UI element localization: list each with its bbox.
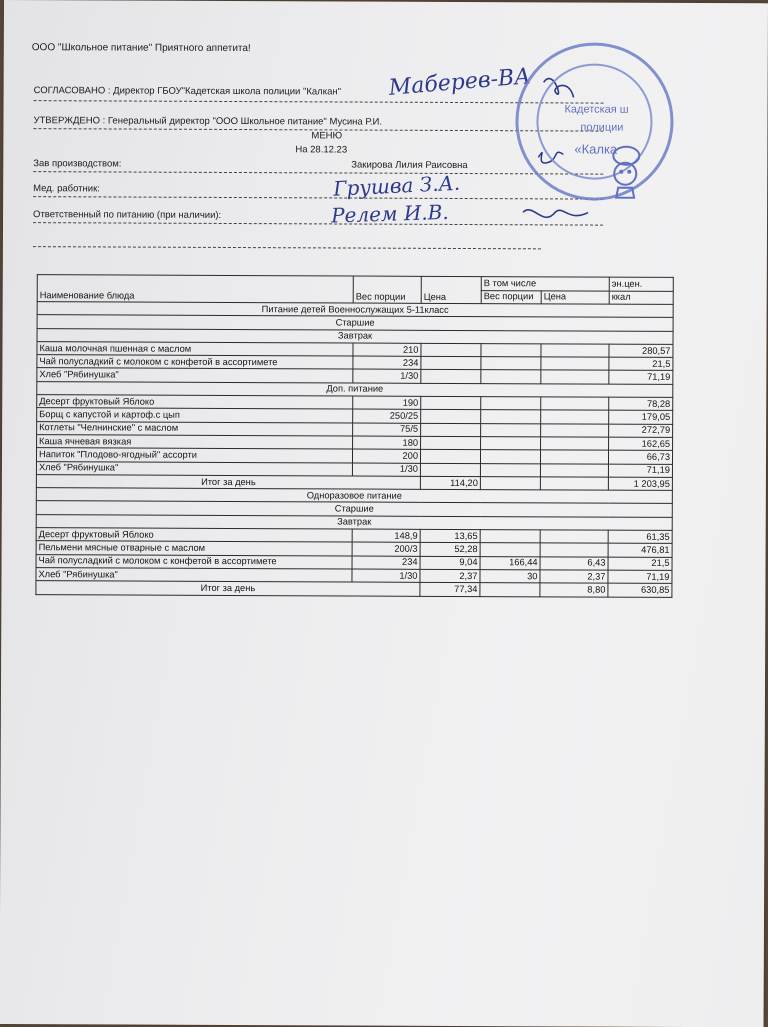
dish-weight: 210 (353, 343, 421, 357)
section2-group: Старшие (36, 501, 672, 517)
production-name: Закирова Лилия Раисовна (351, 159, 468, 172)
dish-name: Напиток "Плодово-ягодный" ассорти (36, 448, 352, 463)
dish-price (421, 343, 481, 357)
director-signature: Маберев-ВА (387, 64, 532, 101)
total-label: Итог за день (36, 475, 420, 490)
dish-incl-weight (481, 370, 541, 384)
total-empty (480, 476, 540, 490)
dish-name: Котлеты "Челнинские" с маслом (37, 421, 353, 436)
dish-name: Каша ячневая вязкая (37, 435, 353, 450)
dish-weight: 1/30 (353, 370, 421, 384)
dish-incl-price (540, 450, 608, 464)
dish-incl-price (540, 543, 608, 557)
dish-incl-weight: 166,44 (480, 556, 540, 570)
dish-name: Чай полусладкий с молоком с конфетой в ассортимете (36, 554, 352, 569)
dish-name: Хлеб "Рябинушка" (37, 368, 353, 383)
dish-incl-price (541, 437, 609, 451)
stamp-line1: Кадетская ш (564, 103, 629, 116)
total-price: 114,20 (420, 476, 480, 490)
responsible-signature: Релем И.В. (330, 199, 450, 228)
col-price-header: Цена (421, 276, 481, 303)
dish-weight: 1/30 (352, 569, 420, 583)
dish-weight: 190 (353, 396, 421, 410)
col-name-header: Наименование блюда (37, 275, 353, 303)
col-energy-header-2: ккал (609, 291, 673, 305)
total-kcal: 1 203,95 (608, 477, 672, 491)
dish-price: 9,04 (420, 556, 480, 570)
dish-kcal: 21,5 (609, 357, 673, 371)
total-label: Итог за день (36, 581, 420, 596)
dish-name: Хлеб "Рябинушка" (36, 568, 352, 583)
dish-price (421, 436, 481, 450)
dish-kcal: 71,19 (609, 371, 673, 385)
dish-incl-weight (480, 450, 540, 464)
dish-name: Десерт фруктовый Яблоко (36, 528, 352, 543)
dish-price: 2,37 (420, 569, 480, 583)
responsible-label: Ответственный по питанию (при наличии): (33, 209, 222, 221)
dish-weight: 200 (352, 449, 420, 463)
dish-incl-weight (480, 463, 540, 477)
dish-name: Хлеб "Рябинушка" (36, 461, 352, 476)
dish-price (421, 370, 481, 384)
dish-incl-weight (481, 410, 541, 424)
dish-name: Каша молочная пшенная с маслом (37, 342, 353, 357)
dish-incl-weight (481, 357, 541, 371)
dish-weight: 148,9 (352, 529, 420, 543)
dish-price (421, 423, 481, 437)
production-label: Зав производством: (33, 158, 122, 170)
dish-price: 52,28 (420, 543, 480, 557)
col-weight-header: Вес порции (353, 276, 421, 303)
dish-incl-weight: 30 (480, 570, 540, 584)
dish-price: 13,65 (420, 529, 480, 543)
dish-price (420, 463, 480, 477)
menu-title: МЕНЮ (311, 130, 343, 142)
dish-price (420, 450, 480, 464)
dish-weight: 180 (353, 436, 421, 450)
dish-weight: 234 (353, 356, 421, 370)
dish-incl-weight (480, 543, 540, 557)
total-kcal: 630,85 (608, 583, 672, 597)
col-incl-header: В том числе (481, 277, 609, 291)
section1-meal: Завтрак (37, 328, 673, 344)
dish-kcal: 61,35 (608, 530, 672, 544)
dish-incl-price (541, 424, 609, 438)
dish-name: Пельмени мясные отварные с маслом (36, 541, 352, 556)
col-incl-price-header: Цена (541, 290, 609, 304)
dish-weight: 200/3 (352, 542, 420, 556)
dish-kcal: 280,57 (609, 344, 673, 358)
section2-meal: Завтрак (36, 514, 672, 530)
dish-weight: 1/30 (352, 463, 420, 477)
official-stamp (515, 42, 674, 201)
dish-incl-price (541, 410, 609, 424)
dish-incl-price (541, 357, 609, 371)
dish-incl-weight (481, 437, 541, 451)
section1-group: Старшие (37, 315, 673, 331)
dish-weight: 234 (352, 556, 420, 570)
dish-kcal: 162,65 (609, 437, 673, 451)
dish-incl-weight (481, 423, 541, 437)
dish-kcal: 71,19 (608, 570, 672, 584)
total-incl-price (540, 477, 608, 491)
dish-name: Борщ с капустой и картоф.с цып (37, 408, 353, 423)
medic-signature: Грушва З.А. (332, 170, 461, 201)
dish-incl-price (541, 370, 609, 384)
company-line: ООО "Школьное питание" Приятного аппетита! (31, 42, 251, 55)
dish-name: Чай полусладкий с молоком с конфетой в ассортимете (37, 355, 353, 370)
chef-mascot-icon (598, 144, 654, 200)
dish-incl-price (540, 463, 608, 477)
menu-date: На 28.12.23 (295, 144, 348, 156)
stamp-line2: полиции (580, 121, 624, 134)
dish-name: Десерт фруктовый Яблоко (37, 395, 353, 410)
section1-extra: Доп. питание (37, 381, 673, 397)
dish-incl-price: 6,43 (540, 556, 608, 570)
dish-incl-weight (481, 343, 541, 357)
dish-incl-weight (481, 397, 541, 411)
dish-weight: 75/5 (353, 423, 421, 437)
dish-kcal: 71,19 (608, 464, 672, 478)
dish-kcal: 21,5 (608, 557, 672, 571)
agreed-line: СОГЛАСОВАНО : Директор ГБОУ"Кадетская школа полиции "Калкан" (33, 85, 342, 98)
menu-table (35, 274, 673, 597)
dish-weight: 250/25 (353, 409, 421, 423)
dish-incl-price (541, 344, 609, 358)
dish-price (421, 357, 481, 371)
dish-kcal: 476,81 (608, 543, 672, 557)
dish-price (421, 396, 481, 410)
dish-incl-weight (480, 530, 540, 544)
dish-kcal: 272,79 (609, 424, 673, 438)
dish-incl-price (540, 530, 608, 544)
dish-price (421, 410, 481, 424)
dish-kcal: 179,05 (609, 411, 673, 425)
col-incl-weight-header: Вес порции (481, 290, 541, 304)
total-price: 77,34 (420, 583, 480, 597)
medic-label: Мед. работник: (33, 183, 100, 195)
total-empty (480, 583, 540, 597)
stamp-line3: «Калка (574, 141, 618, 157)
dish-incl-price: 2,37 (540, 570, 608, 584)
blank-underline (33, 246, 541, 249)
approved-line: УТВЕРЖДЕНО : Генеральный директор "ООО Школьное питание" Мусина Р.И. (33, 115, 383, 128)
col-energy-header-1: эн.цен. (609, 277, 673, 291)
section1-title: Питание детей Военнослужащих 5-11класс (37, 302, 673, 318)
total-incl-price: 8,80 (540, 583, 608, 597)
dish-kcal: 66,73 (608, 450, 672, 464)
section2-title: Одноразовое питание (36, 488, 672, 504)
dish-incl-price (541, 397, 609, 411)
dish-kcal: 78,28 (609, 397, 673, 411)
total-row (36, 581, 672, 597)
